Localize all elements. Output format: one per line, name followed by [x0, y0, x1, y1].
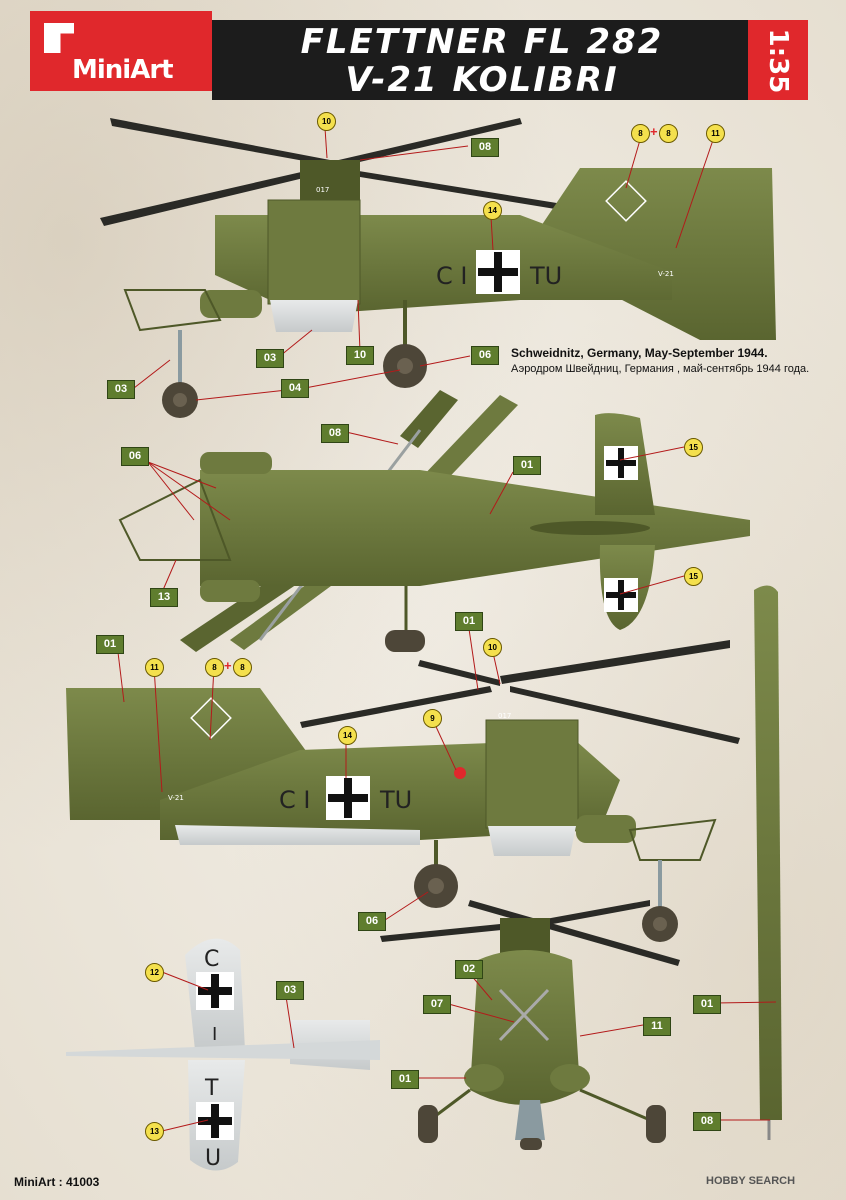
- watermark: HOBBY SEARCH: [706, 1175, 796, 1187]
- callout-circle: 9: [423, 709, 442, 728]
- callout-circle: 14: [483, 201, 502, 220]
- callout-circle: 12: [145, 963, 164, 982]
- callout-circle: 13: [145, 1122, 164, 1141]
- plus-sign: +: [650, 124, 658, 139]
- callout-label: 02: [455, 960, 483, 979]
- logo-text: MiniArt: [72, 55, 173, 85]
- caption-english: Schweidnitz, Germany, May-September 1944.: [511, 346, 768, 360]
- under-code-u: U: [205, 1146, 222, 1171]
- callout-label: 01: [96, 635, 124, 654]
- footer-product-code: MiniArt : 41003: [14, 1175, 100, 1189]
- callout-circle: 10: [483, 638, 502, 657]
- callout-circle: 8: [205, 658, 224, 677]
- callout-label: 08: [693, 1112, 721, 1131]
- balkenkreuz-side: [476, 250, 520, 294]
- callout-circle: 11: [145, 658, 164, 677]
- underside-view: [66, 939, 380, 1171]
- under-code-t: T: [205, 1076, 219, 1101]
- callout-circle: 15: [684, 438, 703, 457]
- callout-label: 03: [107, 380, 135, 399]
- fin-code-side: V-21: [658, 270, 674, 278]
- code-left-right: C I: [279, 786, 311, 814]
- callout-label: 07: [423, 995, 451, 1014]
- callout-circle: 11: [706, 124, 725, 143]
- balkenkreuz-plan-top: [604, 446, 638, 480]
- code-right-right: TU: [380, 786, 413, 814]
- plan-view: [120, 390, 750, 652]
- callout-circle: 15: [684, 567, 703, 586]
- page-title-line1: FLETTNER FL 282: [300, 22, 664, 62]
- under-code-c: C: [204, 947, 220, 972]
- callout-label: 01: [391, 1070, 419, 1089]
- callout-label: 01: [455, 612, 483, 631]
- callout-label: 08: [471, 138, 499, 157]
- callout-label: 10: [346, 346, 374, 365]
- callout-label: 06: [121, 447, 149, 466]
- callout-circle: 10: [317, 112, 336, 131]
- callout-label: 08: [321, 424, 349, 443]
- caption-russian: Аэродром Швейдниц, Германия , май-сентябрь 1944 года.: [511, 363, 810, 375]
- callout-circle: 14: [338, 726, 357, 745]
- code-right-side: TU: [530, 262, 563, 290]
- callout-label: 06: [471, 346, 499, 365]
- scale-text: 1:35: [763, 28, 793, 94]
- balkenkreuz-plan-bottom: [604, 578, 638, 612]
- rotor-blade-detail: [754, 585, 782, 1140]
- callout-circle: 8: [631, 124, 650, 143]
- callout-circle: 8: [659, 124, 678, 143]
- callout-circle: 8: [233, 658, 252, 677]
- fin-code-right: V-21: [168, 794, 184, 802]
- balkenkreuz-under-top: [196, 972, 234, 1010]
- callout-label: 01: [513, 456, 541, 475]
- callout-label: 13: [150, 588, 178, 607]
- rotor-code-right: 017: [498, 712, 512, 720]
- front-view: [380, 900, 680, 1150]
- callout-label: 03: [276, 981, 304, 1000]
- callout-label: 06: [358, 912, 386, 931]
- under-code-i: I: [212, 1024, 218, 1045]
- callout-label: 01: [693, 995, 721, 1014]
- balkenkreuz-side-right: [326, 776, 370, 820]
- callout-label: 04: [281, 379, 309, 398]
- callout-label: 03: [256, 349, 284, 368]
- plus-sign: +: [224, 658, 232, 673]
- page-title-line2: V-21 KOLIBRI: [345, 60, 619, 100]
- rotor-code-side: 017: [316, 186, 330, 194]
- code-left-side: C I: [436, 262, 468, 290]
- callout-label: 11: [643, 1017, 671, 1036]
